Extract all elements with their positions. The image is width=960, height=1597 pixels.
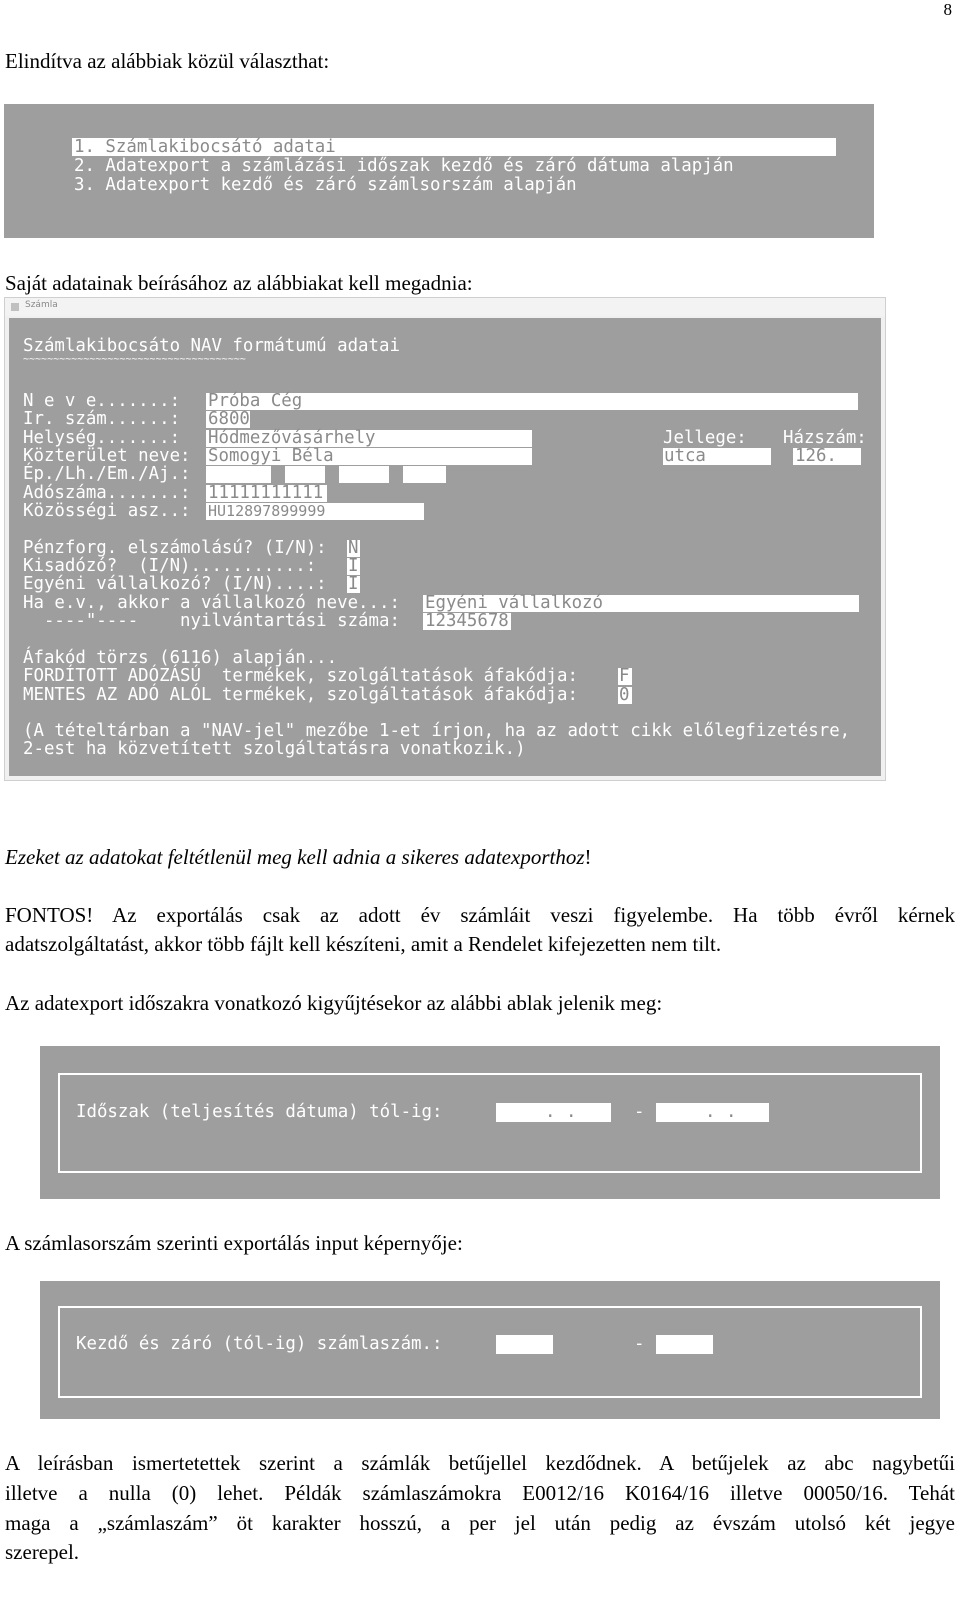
street-label: Közterület neve: <box>23 446 191 466</box>
serial-label: Kezdő és záró (tól-ig) számlaszám.: <box>76 1334 443 1354</box>
serial-window <box>40 1281 940 1419</box>
period-from-placeholder: . . <box>545 1102 577 1122</box>
warning-bang: ! <box>584 845 592 869</box>
registry-value: 12345678 <box>425 611 509 631</box>
period-frame <box>58 1073 922 1173</box>
forditott-label: FORDÍTOTT ADÓZÁSÚ termékek, szolgáltatások áfakódja: <box>23 666 578 686</box>
closing-line-4: szerepel. <box>5 1540 80 1564</box>
small-label: Kisadózó? (I/N)...........: <box>23 556 317 576</box>
forditott-value: F <box>619 666 630 686</box>
building-label: Ép./Lh./Em./Aj.: <box>23 464 191 484</box>
form-heading: Számlakibocsáto NAV formátumú adatai <box>23 336 400 356</box>
eu-tax-label: Közösségi asz..: <box>23 501 191 521</box>
zip-value: 6800 <box>208 409 250 429</box>
cash-label: Pénzforg. elszámolású? (I/N): <box>23 538 327 558</box>
form-heading-underline: ~~~~~~~~~~~~~~~~~~~~~~~~~~~~~~~~~~~~~ <box>23 354 246 365</box>
eu-tax-value: HU12897899999 <box>208 502 326 520</box>
registry-label: ----"---- nyilvántartási száma: <box>23 611 400 631</box>
form-window <box>4 297 886 781</box>
building-input-4[interactable] <box>403 466 446 483</box>
period-window <box>40 1046 940 1199</box>
house-no-value: 126. <box>795 446 837 466</box>
page-number: 8 <box>943 0 952 19</box>
warning-text <box>5 842 592 872</box>
sole-value: I <box>348 574 359 594</box>
owner-name-label: Ha e.v., akkor a vállalkozó neve...: <box>23 593 400 613</box>
cash-value: N <box>348 538 359 558</box>
serial-dash: - <box>634 1334 645 1354</box>
closing-line-1: A leírásban ismertetettek szerint a számlák betűjellel kezdődnek. A betűjelek az abc nagybetűi <box>5 1451 955 1475</box>
serial-from-input[interactable] <box>496 1335 553 1354</box>
serial-to-input[interactable] <box>656 1335 713 1354</box>
name-value: Próba Cég <box>208 391 303 411</box>
own-data-intro: Saját adatainak beírásához az alábbiakat kell megadnia: <box>5 271 473 295</box>
warning-emphasis: Ezeket az adatokat feltétlenül meg kell adnia a sikeres adatexporthoz <box>5 845 585 869</box>
tax-number-value: 11111111111 <box>208 483 324 503</box>
menu-item-3[interactable]: 3. Adatexport kezdő és záró számlsorszám alapján <box>74 175 577 195</box>
menu-screenshot <box>4 104 874 238</box>
window-titlebar <box>5 298 885 316</box>
intro-text: Elindítva az alábbiak közül választhat: <box>5 49 330 73</box>
building-input-1[interactable] <box>206 466 271 483</box>
important-line-2: adatszolgáltatást, akkor több fájlt kell készíteni, amit a Rendelet kifejezetten nem tilt. <box>5 932 722 956</box>
menu-item-2[interactable]: 2. Adatexport a számlázási időszak kezdő és záró dátuma alapján <box>74 156 734 176</box>
name-label: N e v e.......: <box>23 391 181 411</box>
character-label: Jellege: <box>663 428 747 448</box>
menu-item-1[interactable]: 1. Számlakibocsátó adatai <box>74 137 336 157</box>
period-dash: - <box>634 1102 645 1122</box>
zip-label: Ir. szám......: <box>23 409 181 429</box>
street-value: Somogyi Béla <box>208 446 334 466</box>
city-value: Hódmezővásárhely <box>208 428 376 448</box>
building-input-2[interactable] <box>285 466 325 483</box>
form-screen <box>9 318 881 776</box>
city-label: Helység.......: <box>23 428 181 448</box>
house-no-label: Házszám: <box>783 428 867 448</box>
important-line-1: FONTOS! Az exportálás csak az adott év számláit veszi figyelembe. Ha több évről kérnek <box>5 903 955 927</box>
afakod-heading: Áfakód törzs (6116) alapján... <box>23 648 338 668</box>
sole-label: Egyéni vállalkozó? (I/N)....: <box>23 574 327 594</box>
tax-number-label: Adószáma.......: <box>23 483 191 503</box>
serial-intro: A számlasorszám szerinti exportálás input képernyője: <box>5 1231 463 1255</box>
character-value: utca <box>664 446 706 466</box>
owner-name-value: Egyéni vállalkozó <box>425 593 603 613</box>
closing-line-2: illetve a nulla (0) lehet. Példák számlaszámokra E0012/16 K0164/16 illetve 00050/16. Tehát <box>5 1481 955 1505</box>
window-app-icon <box>11 303 19 311</box>
period-intro: Az adatexport időszakra vonatkozó kigyűjtésekor az alábbi ablak jelenik meg: <box>5 991 663 1015</box>
name-input[interactable] <box>206 393 858 410</box>
period-to-placeholder: . . <box>705 1102 737 1122</box>
mentes-label: MENTES AZ ADÓ ALÓL termékek, szolgáltatások áfakódja: <box>23 685 578 705</box>
note-line-1: (A tételtárban a "NAV-jel" mezőbe 1-et írjon, ha az adott cikk előlegfizetésre, <box>23 721 851 741</box>
mentes-value: 0 <box>619 685 630 705</box>
small-value: I <box>348 556 359 576</box>
window-title: Számla <box>25 300 58 310</box>
period-label: Időszak (teljesítés dátuma) tól-ig: <box>76 1102 443 1122</box>
closing-line-3: maga a „számlaszám” öt karakter hosszú, a per jel után pedig az évszám utolsó két jegye <box>5 1511 955 1535</box>
building-input-3[interactable] <box>339 466 389 483</box>
note-line-2: 2-est ha közvetített szolgáltatásra vonatkozik.) <box>23 739 526 759</box>
